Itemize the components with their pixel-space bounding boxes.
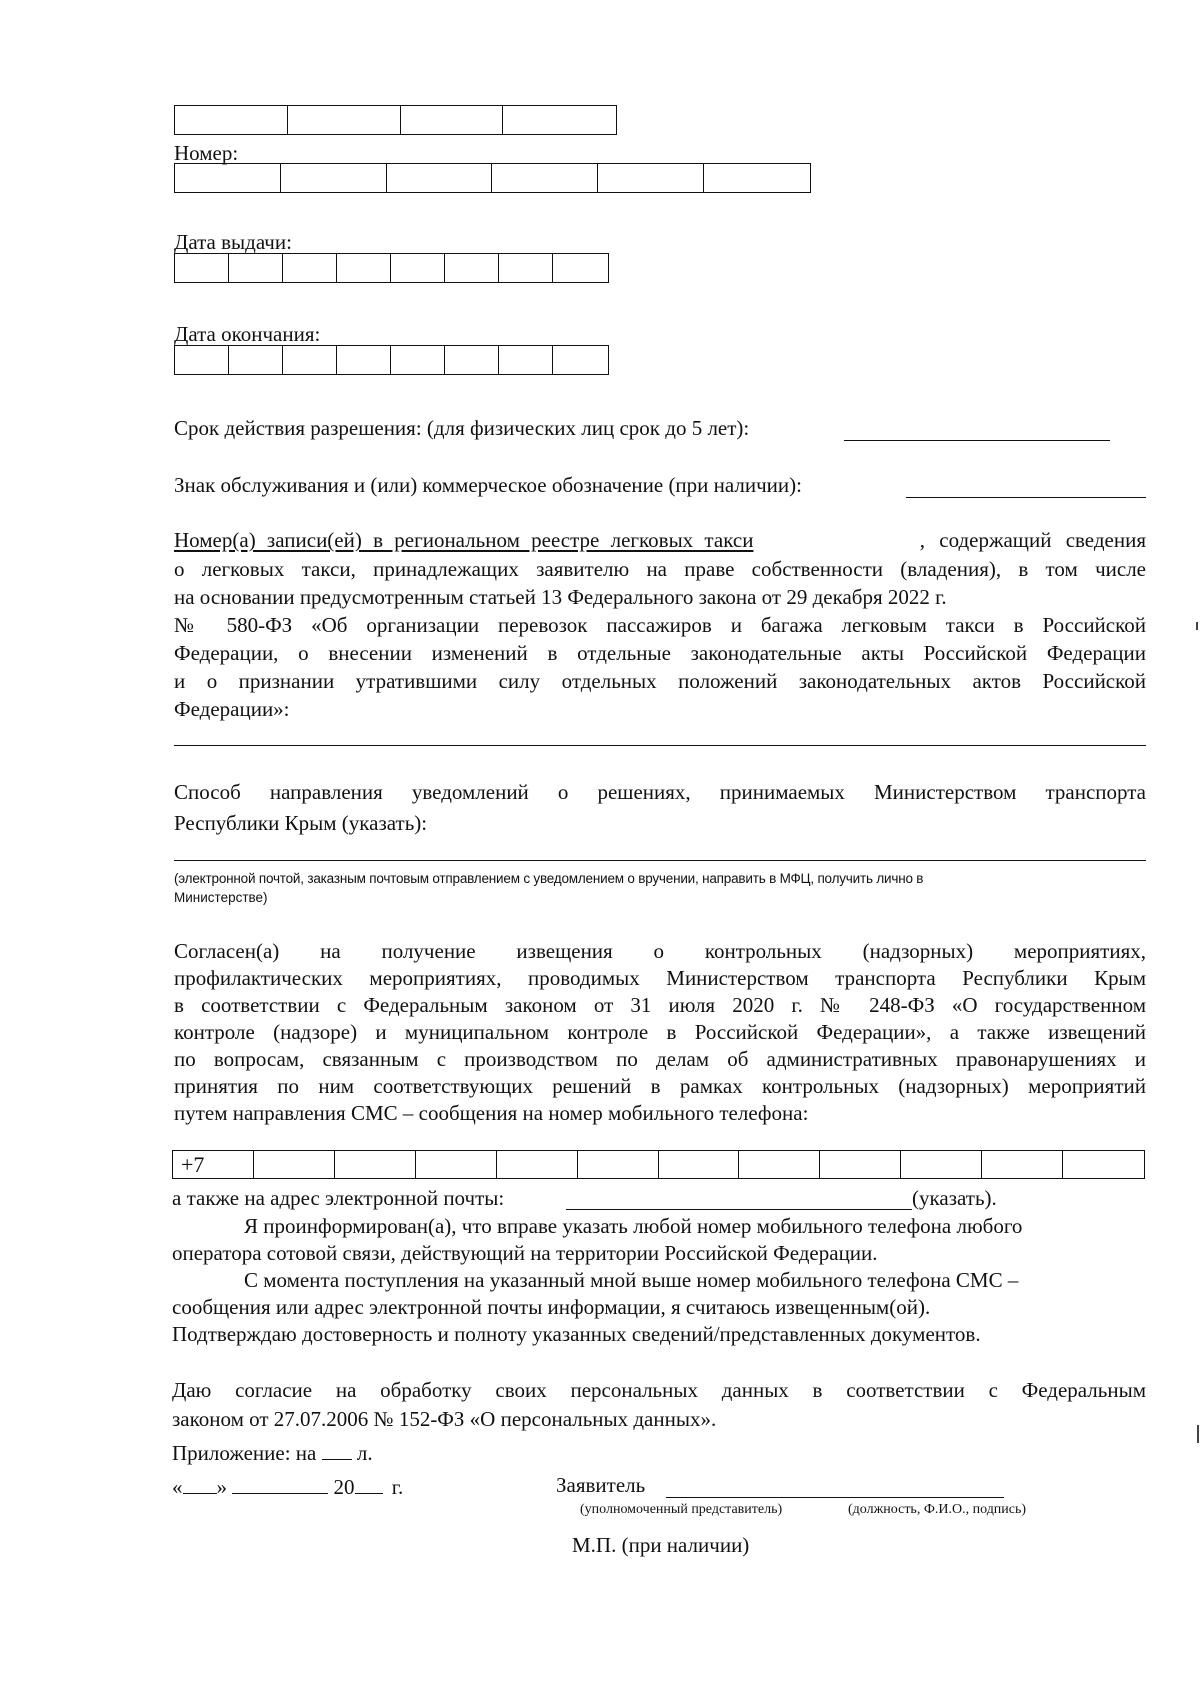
registry-line-5: и о признании утратившими силу отдельных положений законодательных актов Российской: [174, 669, 1146, 693]
consent-line-0: Согласен(а) на получение извещения о контрольных (надзорных) мероприятиях,: [174, 939, 1146, 963]
registry-line-6: Федерации»:: [174, 697, 290, 721]
issue-date-box[interactable]: [391, 254, 445, 282]
registry-line-2: на основании предусмотренным статьей 13 Федерального закона от 29 декабря 2022 г.: [174, 585, 947, 609]
registry-line-4: Федерации, о внесении изменений в отдельные законодательные акты Российской Федерации: [174, 641, 1146, 665]
applicant-hint-right: (должность, Ф.И.О., подпись): [848, 1502, 1027, 1517]
issue-date-box[interactable]: [229, 254, 283, 282]
informed-line-1: оператора сотовой связи, действующий на территории Российской Федерации.: [172, 1241, 878, 1265]
date-line: [172, 1471, 403, 1502]
validity-label: Срок действия разрешения: (для физических лиц срок до 5 лет):: [174, 416, 750, 440]
issue-date-box[interactable]: [445, 254, 499, 282]
registry-underlined: Номер(а) записи(ей) в региональном реестре легковых такси: [174, 528, 754, 552]
series-box[interactable]: [401, 106, 503, 134]
registry-line-0: , содержащий сведения: [919, 528, 1146, 552]
end-date-label: Дата окончания:: [174, 322, 321, 346]
phone-digit-box[interactable]: [982, 1151, 1063, 1178]
number-box[interactable]: [598, 164, 704, 192]
end-date-box[interactable]: [445, 346, 499, 374]
scan-edge-mark: [1196, 622, 1198, 630]
consent-line-6: путем направления СМС – сообщения на номер мобильного телефона:: [174, 1101, 809, 1125]
issue-date-label: Дата выдачи:: [174, 230, 292, 254]
scan-edge-mark: [1197, 1425, 1199, 1443]
registry-line-1: о легковых такси, принадлежащих заявителю на праве собственности (владения), в том числе: [174, 557, 1146, 581]
series-box[interactable]: [503, 106, 616, 134]
applicant-hint-left: (уполномоченный представитель): [580, 1502, 783, 1517]
applicant-label: Заявитель: [556, 1473, 646, 1497]
registry-line-3: № 580-ФЗ «Об организации перевозок пассажиров и багажа легковым такси в Российской: [174, 613, 1146, 637]
end-date-box[interactable]: [553, 346, 607, 374]
seal-label: М.П. (при наличии): [572, 1533, 750, 1557]
consent-line-1: профилактических мероприятиях, проводимых Министерством транспорта Республики Крым: [174, 966, 1146, 990]
end-date-box[interactable]: [175, 346, 229, 374]
phone-prefix-box: +7: [173, 1151, 254, 1178]
appendix-suffix: л.: [356, 1441, 373, 1465]
phone-digit-box[interactable]: [578, 1151, 659, 1178]
number-boxes[interactable]: [174, 163, 811, 193]
issue-date-boxes[interactable]: [174, 253, 609, 283]
phone-digit-box[interactable]: [659, 1151, 740, 1178]
end-date-box[interactable]: [337, 346, 391, 374]
issue-date-box[interactable]: [175, 254, 229, 282]
consent-line-5: принятия по ним соответствующих решений в рамках контрольных (надзорных) мероприятий: [174, 1074, 1146, 1098]
validity-field[interactable]: [844, 418, 1110, 441]
issue-date-box[interactable]: [337, 254, 391, 282]
phone-digit-box[interactable]: [335, 1151, 416, 1178]
phone-digit-box[interactable]: [901, 1151, 982, 1178]
consent-line-2: в соответствии с Федеральным законом от 31 июля 2020 г. № 248-ФЗ «О государственном: [174, 993, 1146, 1017]
notify-hint-0: (электронной почтой, заказным почтовым отправлением с уведомлением о вручении, направить в МФЦ, получить лично в: [174, 871, 924, 886]
date-year-field[interactable]: [355, 1471, 383, 1494]
phone-digit-box[interactable]: [739, 1151, 820, 1178]
service-mark-label: Знак обслуживания и (или) коммерческое обозначение (при наличии):: [174, 473, 802, 497]
notice-line-0: С момента поступления на указанный мной выше номер мобильного телефона СМС –: [244, 1268, 1019, 1292]
notify-line-0: Способ направления уведомлений о решениях, принимаемых Министерством транспорта: [174, 780, 1146, 804]
registry-field[interactable]: [174, 725, 1146, 746]
phone-digit-box[interactable]: [416, 1151, 497, 1178]
date-day-field[interactable]: [183, 1471, 217, 1494]
notify-line-1: Республики Крым (указать):: [174, 811, 428, 835]
number-box[interactable]: [387, 164, 493, 192]
number-box[interactable]: [175, 164, 281, 192]
end-date-box[interactable]: [283, 346, 337, 374]
personal-data-line-1: законом от 27.07.2006 № 152-ФЗ «О персональных данных».: [172, 1407, 717, 1431]
phone-digit-box[interactable]: [820, 1151, 901, 1178]
appendix-pages-field[interactable]: [322, 1437, 352, 1460]
series-box[interactable]: [175, 106, 288, 134]
notice-line-2: Подтверждаю достоверность и полноту указанных сведений/представленных документов.: [172, 1322, 981, 1346]
notify-hint-1: Министерстве): [174, 890, 268, 905]
applicant-signature-field[interactable]: [666, 1475, 1004, 1498]
end-date-box[interactable]: [391, 346, 445, 374]
number-box[interactable]: [704, 164, 810, 192]
issue-date-box[interactable]: [283, 254, 337, 282]
date-quote-close: »: [216, 1475, 227, 1499]
series-boxes[interactable]: [174, 105, 617, 135]
issue-date-box[interactable]: [499, 254, 553, 282]
registry-first-line: [174, 526, 1146, 555]
email-field[interactable]: [566, 1187, 912, 1210]
number-box[interactable]: [281, 164, 387, 192]
number-label: Номер:: [174, 141, 239, 165]
number-box[interactable]: [492, 164, 598, 192]
email-label: а также на адрес электронной почты:: [172, 1186, 505, 1210]
personal-data-line-0: Даю согласие на обработку своих персональных данных в соответствии с Федеральным: [172, 1378, 1146, 1402]
date-month-field[interactable]: [232, 1471, 328, 1494]
consent-line-4: по вопросам, связанным с производством по делам об административных правонарушениях и: [174, 1047, 1146, 1071]
informed-line-0: Я проинформирован(а), что вправе указать любой номер мобильного телефона любого: [244, 1214, 1023, 1238]
date-quote-open: «: [172, 1475, 183, 1499]
issue-date-box[interactable]: [553, 254, 607, 282]
end-date-box[interactable]: [499, 346, 553, 374]
appendix-prefix: Приложение: на: [172, 1441, 317, 1465]
end-date-boxes[interactable]: [174, 345, 609, 375]
phone-digit-box[interactable]: [254, 1151, 335, 1178]
appendix-line: [172, 1437, 373, 1468]
notify-field[interactable]: [174, 840, 1146, 861]
phone-digit-box[interactable]: [497, 1151, 578, 1178]
notice-line-1: сообщения или адрес электронной почты информации, я считаюсь извещенным(ой).: [172, 1295, 931, 1319]
phone-digit-box[interactable]: [1063, 1151, 1144, 1178]
date-year-suffix: г.: [391, 1475, 404, 1499]
email-suffix: (указать).: [912, 1186, 997, 1210]
series-box[interactable]: [288, 106, 401, 134]
phone-boxes[interactable]: [172, 1150, 1145, 1179]
end-date-box[interactable]: [229, 346, 283, 374]
date-year-prefix: 20: [333, 1475, 355, 1499]
consent-line-3: контроле (надзоре) и муниципальном контроле в Российской Федерации», а также извещений: [174, 1020, 1146, 1044]
service-mark-field[interactable]: [906, 475, 1146, 498]
